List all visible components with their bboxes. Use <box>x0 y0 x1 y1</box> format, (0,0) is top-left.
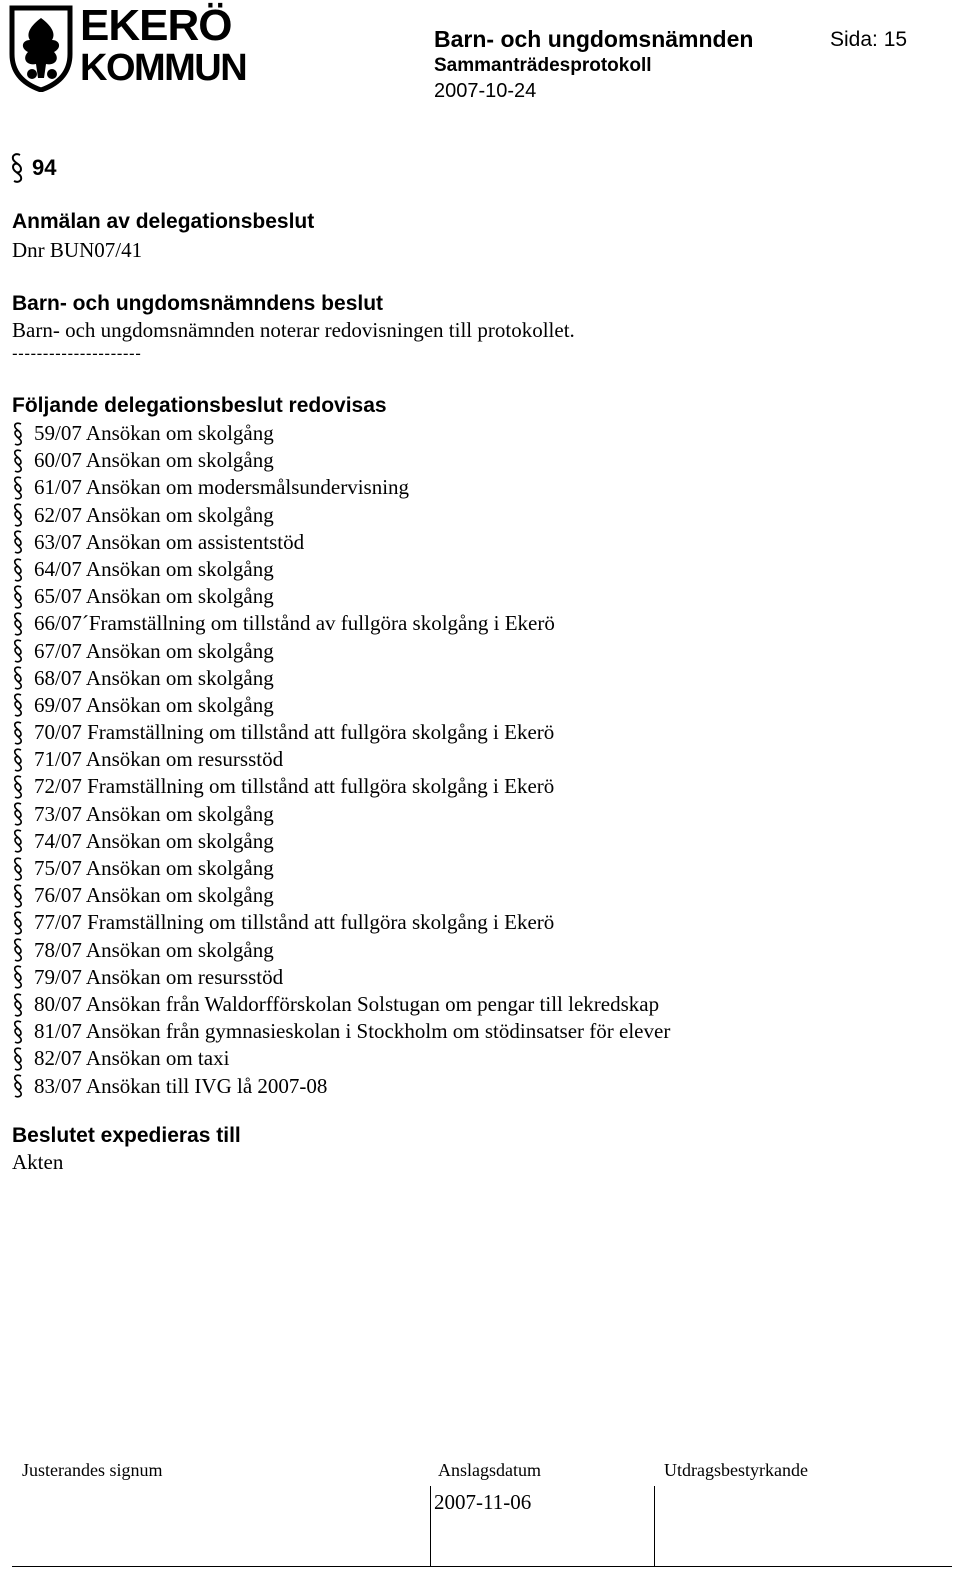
section-sign-icon <box>12 476 24 500</box>
document-type: Sammanträdesprotokoll <box>434 55 652 76</box>
section-sign-icon <box>12 965 24 989</box>
decision-text: Barn- och ungdomsnämnden noterar redovisningen till protokollet. <box>12 318 575 342</box>
section-sign-icon <box>12 884 24 908</box>
list-item <box>12 502 670 529</box>
section-sign-icon <box>12 1020 24 1044</box>
footer-posting-date: 2007-11-06 <box>434 1490 532 1514</box>
separator-line: --------------------- <box>12 344 142 363</box>
list-item-text: 75/07 Ansökan om skolgång <box>34 856 274 880</box>
list-item-text: 81/07 Ansökan från gymnasieskolan i Stockholm om stödinsatser för elever <box>34 1019 671 1044</box>
list-item-text: 83/07 Ansökan till IVG lå 2007-08 <box>34 1073 328 1098</box>
list-item-text: 66/07´Framställning om tillstånd av fullgöra skolgång i Ekerö <box>34 611 555 636</box>
section-sign-icon <box>12 1047 24 1071</box>
section-sign-icon <box>12 449 24 473</box>
list-item <box>12 1073 670 1100</box>
section-sign-icon <box>12 938 24 962</box>
list-item-text: 65/07 Ansökan om skolgång <box>34 584 274 609</box>
footer-signature-label: Justerandes signum <box>22 1460 163 1480</box>
section-title: Anmälan av delegationsbeslut <box>12 210 315 233</box>
list-item <box>12 583 670 610</box>
section-sign-icon <box>12 1074 24 1098</box>
list-item-text: 68/07 Ansökan om skolgång <box>34 665 274 690</box>
list-item-text: 71/07 Ansökan om resursstöd <box>34 747 284 772</box>
section-sign-icon <box>12 829 24 853</box>
section-sign-icon <box>12 775 24 799</box>
section-sign-icon <box>12 585 24 609</box>
list-item <box>12 529 670 556</box>
list-item-text: 78/07 Ansökan om skolgång <box>34 937 274 962</box>
section-number <box>10 152 56 184</box>
list-item-text: 67/07 Ansökan om skolgång <box>34 638 274 663</box>
list-item-text: 82/07 Ansökan om taxi <box>34 1046 230 1071</box>
list-item <box>12 882 670 909</box>
section-number-value: 94 <box>32 155 57 180</box>
footer-divider-left <box>430 1486 431 1566</box>
list-item-text: 76/07 Ansökan om skolgång <box>34 883 274 908</box>
list-item <box>12 665 670 692</box>
list-item <box>12 801 670 828</box>
footer-posting-date-label: Anslagsdatum <box>438 1460 541 1480</box>
list-item-text: 74/07 Ansökan om skolgång <box>34 828 274 853</box>
list-item-text: 77/07 Framställning om tillstånd att fullgöra skolgång i Ekerö <box>34 910 555 935</box>
list-item-text: 80/07 Ansökan från Waldorfförskolan Solstugan om pengar till lekredskap <box>34 991 660 1016</box>
list-item <box>12 937 670 964</box>
list-item <box>12 909 670 936</box>
list-item <box>12 692 670 719</box>
list-item-text: 79/07 Ansökan om resursstöd <box>34 964 284 989</box>
list-item <box>12 610 670 637</box>
section-sign-icon <box>12 857 24 881</box>
section-sign-icon <box>12 666 24 690</box>
list-item <box>12 719 670 746</box>
list-item-text: 59/07 Ansökan om skolgång <box>34 421 274 445</box>
list-item <box>12 1045 670 1072</box>
list-item <box>12 1018 670 1045</box>
shield-oak-leaf-icon <box>8 4 74 92</box>
section-sign-icon <box>12 503 24 527</box>
logo-wordmark-line1: EKERÖ <box>80 1 232 50</box>
municipality-logo <box>8 1 247 92</box>
list-item-text: 72/07 Framställning om tillstånd att fullgöra skolgång i Ekerö <box>34 774 555 799</box>
list-item <box>12 556 670 583</box>
list-item-text: 63/07 Ansökan om assistentstöd <box>34 529 305 554</box>
list-item-text: 60/07 Ansökan om skolgång <box>34 448 274 473</box>
list-item <box>12 746 670 773</box>
list-item <box>12 828 670 855</box>
list-item-text: 64/07 Ansökan om skolgång <box>34 556 274 581</box>
section-sign-icon <box>12 422 24 446</box>
list-item <box>12 474 670 501</box>
section-sign-icon <box>10 152 24 184</box>
meeting-date: 2007-10-24 <box>434 80 537 102</box>
footer-divider-right <box>654 1486 655 1566</box>
list-item-text: 70/07 Framställning om tillstånd att fullgöra skolgång i Ekerö <box>34 720 555 745</box>
dispatch-heading: Beslutet expedieras till <box>12 1124 241 1147</box>
section-sign-icon <box>12 530 24 554</box>
list-item-text: 62/07 Ansökan om skolgång <box>34 502 274 527</box>
page-number: Sida: 15 <box>830 28 908 51</box>
registration-number: Dnr BUN07/41 <box>12 238 143 262</box>
section-sign-icon <box>12 911 24 935</box>
list-item <box>12 420 670 447</box>
section-sign-icon <box>12 558 24 582</box>
section-sign-icon <box>12 612 24 636</box>
list-heading: Följande delegationsbeslut redovisas <box>12 394 387 417</box>
delegation-decision-list <box>12 420 670 1100</box>
section-sign-icon <box>12 721 24 745</box>
footer-bottom-rule <box>12 1566 952 1567</box>
section-sign-icon <box>12 639 24 663</box>
decision-heading: Barn- och ungdomsnämndens beslut <box>12 292 384 315</box>
list-item <box>12 855 670 882</box>
committee-name: Barn- och ungdomsnämnden <box>434 26 754 52</box>
list-item-text: 69/07 Ansökan om skolgång <box>34 692 274 717</box>
section-sign-icon <box>12 802 24 826</box>
list-item <box>12 447 670 474</box>
section-sign-icon <box>12 993 24 1017</box>
section-sign-icon <box>12 693 24 717</box>
dispatch-recipient: Akten <box>12 1150 64 1174</box>
section-sign-icon <box>12 748 24 772</box>
footer-certified-label: Utdragsbestyrkande <box>664 1460 808 1480</box>
logo-wordmark-line2: KOMMUN <box>80 47 247 89</box>
list-item-text: 73/07 Ansökan om skolgång <box>34 801 274 826</box>
list-item <box>12 964 670 991</box>
list-item <box>12 638 670 665</box>
list-item-text: 61/07 Ansökan om modersmålsundervisning <box>34 475 410 500</box>
list-item <box>12 991 670 1018</box>
list-item <box>12 773 670 800</box>
